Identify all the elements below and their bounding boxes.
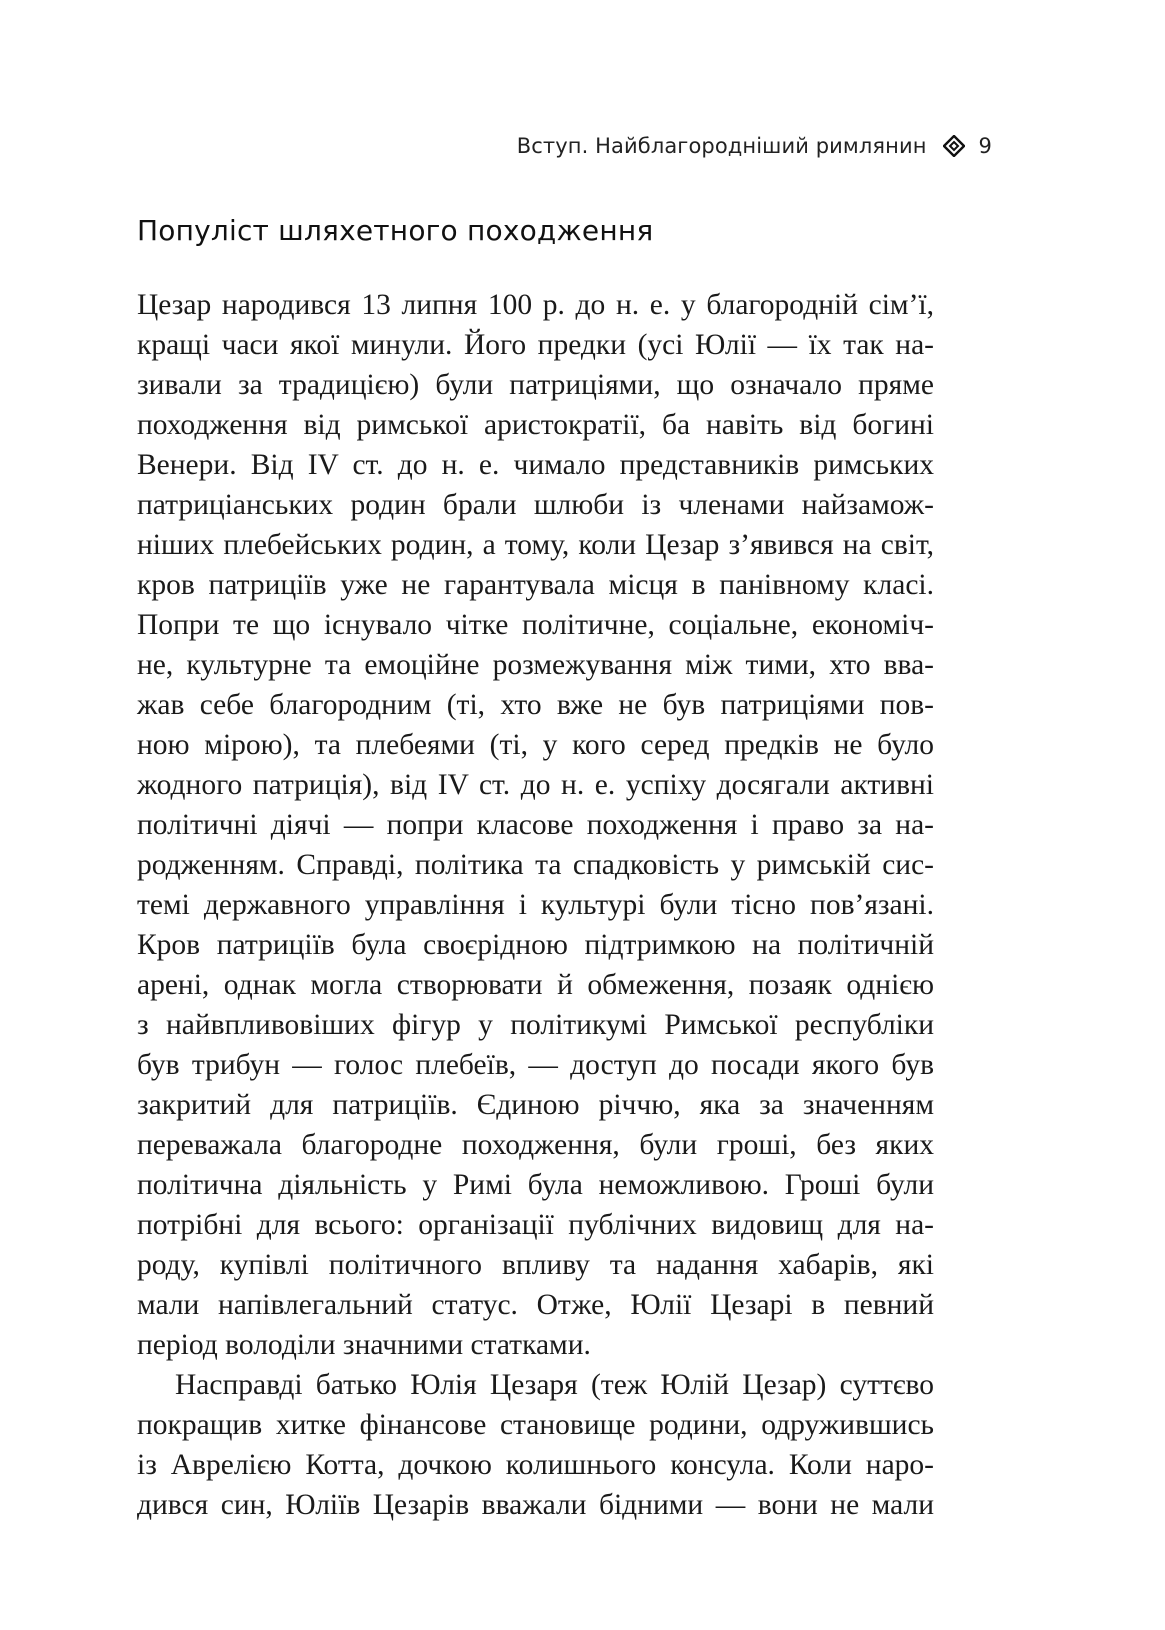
text-line: Цезар народився 13 липня 100 р. до н. е. у благородній сім’ї,: [137, 289, 934, 321]
text-line: із Аврелією Котта, дочкою колишнього консула. Коли наро-: [137, 1449, 934, 1481]
text-line: походження від римської аристократії, ба навіть від богині: [137, 409, 934, 441]
running-head: [517, 134, 992, 158]
text-line: Насправді батько Юлія Цезаря (теж Юлій Цезар) суттєво: [175, 1369, 934, 1401]
text-line: арені, однак могла створювати й обмеження, позаяк однією: [137, 969, 934, 1001]
running-head-title: Вступ. Найблагородніший римлянин: [516, 134, 927, 158]
text-line: патриціанських родин брали шлюби із членами найзамож-: [137, 489, 934, 521]
text-line: ною мірою), та плебеями (ті, у кого серед предків не було: [137, 729, 934, 761]
text-line: мали напівлегальний статус. Отже, Юлії Цезарі в певний: [137, 1289, 934, 1321]
body-text: [137, 285, 934, 1525]
text-line: був трибун — голос плебеїв, — доступ до посади якого був: [137, 1049, 934, 1081]
text-line: жав себе благородним (ті, хто вже не був патриціями пов-: [137, 689, 934, 721]
text-line: роду, купівлі політичного впливу та надання хабарів, які: [137, 1249, 934, 1281]
text-line: ніших плебейських родин, а тому, коли Цезар з’явився на світ,: [137, 529, 934, 561]
text-line: темі державного управління і культурі були тісно пов’язані.: [137, 889, 934, 921]
text-line: жодного патриція), від IV ст. до н. е. успіху досягали активні: [137, 769, 934, 801]
text-line: Попри те що існувало чітке політичне, соціальне, економіч-: [137, 609, 934, 641]
paragraph-2: [137, 1365, 934, 1525]
text-line: потрібні для всього: організації публічних видовищ для на-: [137, 1209, 934, 1241]
text-line: Кров патриціїв була своєрідною підтримкою на політичній: [137, 929, 934, 961]
section-title: Популіст шляхетного походження: [137, 214, 654, 247]
diamond-ornament-icon: [943, 135, 965, 157]
text-line: не, культурне та емоційне розмежування між тими, хто вва-: [137, 649, 934, 681]
text-line: з найвпливовіших фігур у політикумі Римської республіки: [137, 1009, 934, 1041]
text-line: зивали за традицією) були патриціями, що означало пряме: [137, 369, 934, 401]
text-line: кращі часи якої минули. Його предки (усі Юлії — їх так на-: [137, 329, 934, 361]
text-line: покращив хитке фінансове становище родини, одружившись: [137, 1409, 934, 1441]
text-line: родженням. Справді, політика та спадковість у римській сис-: [137, 849, 934, 881]
paragraph-1: [137, 285, 934, 1365]
text-line: політичні діячі — попри класове походження і право за на-: [137, 809, 934, 841]
text-line: переважала благородне походження, були гроші, без яких: [137, 1129, 934, 1161]
page-number: 9: [978, 134, 992, 158]
text-line: закритий для патриціїв. Єдиною річчю, яка за значенням: [137, 1089, 934, 1121]
text-line: дився син, Юліїв Цезарів вважали бідними — вони не мали: [137, 1489, 934, 1521]
text-line: кров патриціїв уже не гарантувала місця в панівному класі.: [137, 569, 934, 601]
text-line: Венери. Від IV ст. до н. е. чимало представників римських: [137, 449, 934, 481]
text-line: період володіли значними статками.: [137, 1329, 591, 1361]
text-line: політична діяльність у Римі була неможливою. Гроші були: [137, 1169, 934, 1201]
